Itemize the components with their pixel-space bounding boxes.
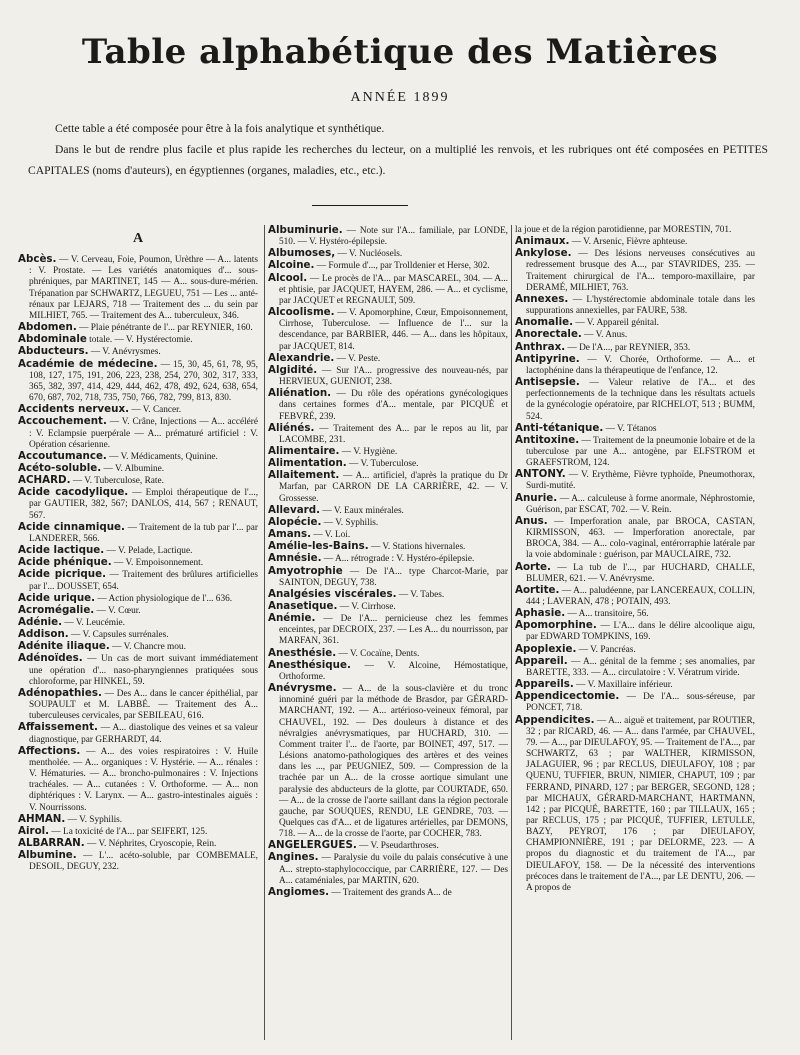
entry-text: — V. Nucléosels. (337, 249, 403, 260)
entry-headword: Acide cinnamique. (18, 520, 125, 533)
entry-headword: Accoutumance. (18, 449, 107, 462)
index-entry (268, 564, 508, 589)
separator-rule (312, 205, 408, 206)
index-entry (18, 686, 258, 722)
entry-headword: Apoplexie. (515, 642, 577, 655)
entry-text: — A... génital de la femme ; ses anomalies, par BARETTE, 333. — A... circulatoire : V. Vératrum viride. (526, 656, 755, 678)
index-entry (268, 387, 508, 422)
index-entry (268, 469, 508, 504)
entry-text: — Traitement de la pneumonie lobaire et de la tuberculose par une A... antogène, par ELFSTROM et GRAEFSTROM, 124. (526, 435, 755, 469)
column-divider (264, 225, 265, 1040)
index-entry (515, 468, 755, 492)
entry-headword: Albuminurie. (268, 225, 343, 236)
entry-text: — Imperforation anale, par BROCA, CASTAN, KIRMISSON, 463. — Imperforation anorectale, par BROCA, 384. — A... colo-vaginal, entérorraphie latérale par la voie abdominale : guérison, par MAUCLAIRE, 732. (526, 516, 755, 561)
entry-text: — Traitement des A... par le repos au lit, par LACOMBE, 231. (279, 423, 508, 445)
index-entry (268, 658, 508, 683)
section-letter: A (132, 231, 144, 246)
entry-text: — V. Loi. (313, 530, 351, 541)
entry-headword: Abdominale (18, 333, 87, 346)
entry-text: — V. Tétanos (605, 423, 657, 434)
entry-text: — Traitement de la tub par l'... par LANDERER, 566. (29, 522, 258, 544)
entry-headword: Apomorphine. (515, 619, 597, 632)
entry-text: — A... diastolique des veines et sa valeur diagnostique, par GERHARDT, 44. (29, 723, 258, 745)
entry-text: — Le procès de l'A... par MASCAREL, 304. — A... et phtisie, par JACQUET, HAYEM, 286. — A... et cyclisme, par JACQUET et REGNAULT, 509. (279, 273, 508, 306)
entry-headword: Angiomes. (268, 885, 330, 898)
entry-headword: Appendicectomie. (515, 690, 620, 703)
entry-headword: ANTONY. (515, 468, 566, 481)
entry-text: — V. Empoisonnement. (114, 558, 204, 569)
entry-headword: Antisepsie. (515, 376, 580, 389)
entry-text: — Action physiologique de l'... 636. (97, 593, 233, 604)
entry-text: — V. Maxillaire inférieur. (576, 680, 673, 691)
entry-text: — V. Syphilis. (323, 517, 379, 528)
entry-text: la joue et de la région parotidienne, par MORESTIN, 701. (515, 225, 732, 235)
entry-headword: Alimentaire. (268, 444, 340, 457)
entry-text: — Valeur relative de l'A... et des perfectionnements de la technique dans les résultats actuels de la gynécologie opératoire, par RICHELOT, 513 ; BUMM, 524. (526, 378, 755, 422)
entry-headword: Allevard. (268, 503, 321, 516)
index-entry (18, 603, 258, 617)
entry-headword: Ankylose. (515, 247, 572, 260)
entry-headword: Aliénés. (268, 421, 315, 434)
index-entry (18, 812, 258, 826)
index-entry (515, 654, 755, 679)
index-entry (515, 292, 755, 317)
entry-headword: Acide cacodylique. (18, 486, 129, 499)
entry-text: — Sur l'A... progressive des nouveau-nés, par HERVIEUX, GUENIOT, 238. (279, 365, 508, 388)
index-entry (515, 583, 755, 608)
entry-text: — V. Capsules surrénales. (71, 630, 169, 641)
entry-headword: Adénite iliaque. (18, 640, 110, 653)
entry-headword: Anasetique. (268, 600, 338, 612)
entry-text: — V. Appareil génital. (575, 318, 659, 329)
entry-headword: Acéto-soluble. (18, 461, 102, 474)
entry-headword: Albumine. (18, 849, 77, 862)
index-entry (268, 851, 508, 886)
entry-text: — L'... acéto-soluble, par COMBEMALE, DESOIL, DEGUY, 232. (29, 851, 258, 873)
entry-headword: Abdomen. (18, 321, 77, 334)
entry-text: — V. Médicaments, Quinine. (109, 451, 218, 462)
index-entry (515, 433, 755, 469)
entry-text: — A... de la sous-clavière et du tronc innominé guéri par la méthode de Brasdor, par GÉRARD-MARCHANT, 192. — A... artérioso-veineux fémoral, par CHAUVEL, 192. — Des douleurs à distance et des névralgies anévrysmatiques, par HUCHARD, 310. — Comment traiter l'... de l'aorte, par BOINET, 497, 517. — Lésions anatomo-pathologiques des artères et des veines dans les ..., par PEUGNIEZ, 509. — Compression de la trachée par un A... de la crosse aortique simulant une paralysie des abducteurs de la glotte, par COURTADE, 650. — A... de la crosse de l'aorte saillant dans la région pectorale gauche, par SOUQUES, RENDU, LE GENDRE, 703. — Quelques cas d'A... et de ligatures artérielles, par DEMONS, 718. — A... de la crosse de l'aorte, par COCHER, 783. (279, 684, 508, 840)
entry-text: — V. Erythème, Fièvre typhoïde, Pneumothorax, Surdi-mutité. (526, 470, 755, 492)
entry-headword: Alexandrie. (268, 351, 335, 364)
entry-headword: Allaitement. (268, 469, 340, 482)
index-entry (268, 682, 508, 840)
entry-headword: Aphasie. (515, 607, 566, 620)
entry-text: — V. Syphilis. (67, 814, 123, 825)
entry-text: — De l'A... pernicieuse chez les femmes enceintes, par DECROIX, 237. — Les A... du nourrisson, par MARFAN, 361. (279, 614, 508, 647)
entry-headword: Alcoine. (268, 259, 315, 272)
entry-headword: Accidents nerveux. (18, 403, 129, 416)
index-entry (268, 363, 508, 388)
entry-headword: Anesthésie. (268, 646, 337, 659)
entry-headword: Alcool. (268, 271, 308, 284)
entry-text: — V. Stations hivernales. (370, 542, 466, 553)
index-column-1 (18, 225, 258, 1045)
entry-text: — Du rôle des opérations gynécologiques dans certaines formes d'A... mentale, par PICQUÉ et FEBVRÉ, 239. (279, 389, 508, 422)
index-entry (268, 259, 508, 272)
entry-text: — V. Cancer. (131, 405, 182, 416)
index-entry (268, 225, 508, 248)
entry-text: — De l'A... sous-séreuse, par PONCET, 718. (526, 692, 755, 714)
index-entry (515, 690, 755, 714)
entry-text: — Emploi thérapeutique de l'..., par GAUTIER, 382, 567; DANLOS, 414, 567 ; RENAUT, 567. (29, 488, 258, 521)
entry-text: — A... paludéenne, par LANCEREAUX, COLLIN, 444 ; LAVERAN, 478 ; POTAIN, 493. (526, 585, 755, 607)
column-divider (511, 225, 512, 1040)
entry-headword: Angines. (268, 851, 319, 864)
index-column-2 (268, 225, 508, 1045)
entry-text: — V. Cerveau, Foie, Poumon, Urèthre — A... latents : V. Prostate. — Les variétés anatomiques d'... sous-phréniques, par MARTINET, 145 — A... sous-dure-mérien. Trépanation par SCHWARTZ, LEGUEU, 751 — Les ... anté-rénaux par LEJARS, 718 — Traitement des ... du sein par MILHIET, 765. — Traitement des A... tuberculeux, 346. (29, 255, 258, 321)
entry-headword: Anémie. (268, 612, 316, 625)
entry-text: — V. Crâne, Injections — A... accéléré : V. Eclampsie puerpérale — A... prématuré artificiel : V. Opération césarienne. (29, 417, 258, 450)
entry-headword: Affaissement. (18, 721, 98, 734)
entry-headword: Aliénation. (268, 387, 332, 400)
entry-headword: Adénoïdes. (18, 652, 83, 665)
entry-text: — Des A... dans le cancer épithélial, par SOUPAULT et M. LABBÉ. — Traitement des A... tuberculeuses cervicales, par SEBILEAU, 616. (29, 688, 258, 722)
entry-text: — V. Anévrysmes. (90, 347, 161, 358)
entry-text: — V. Tabes. (398, 589, 445, 600)
entry-headword: Animaux. (515, 235, 570, 248)
entry-text: — De l'A... type Charcot-Marie, par SAINTON, DEGUY, 738. (279, 566, 508, 588)
index-entry (515, 352, 755, 377)
entry-text: — V. Chorée, Orthoforme. — A... et lactophénine dans la thérapeutique de l'enfance, 12. (526, 354, 755, 376)
entry-headword: Appareil. (515, 654, 568, 667)
entry-headword: Acide phénique. (18, 556, 112, 569)
entry-headword: ACHARD. (18, 474, 71, 487)
entry-text: — V. Arsenic, Fièvre aphteuse. (571, 237, 688, 248)
entry-text: — Traitement des grands A... de (331, 887, 452, 898)
entry-text: — V. Tuberculose, Rate. (72, 476, 164, 487)
entry-text: — Paralysie du voile du palais consécutive à une A... strepto-staphylococcique, par CARRIÈRE, 127. — Des A... cataméniales, par MARTIN, 620. (279, 853, 508, 886)
entry-headword: Anthrax. (515, 340, 566, 353)
entry-headword: Analgésies viscérales. (268, 587, 397, 600)
entry-headword: Alopécie. (268, 515, 322, 528)
index-entry (515, 713, 755, 895)
entry-text: — La tub de l'..., par HUCHARD, CHALLE, BLUMER, 621. — V. Anévrysme. (526, 562, 755, 584)
entry-text: — 15, 30, 45, 61, 78, 95, 108, 127, 175, 191, 206, 223, 238, 254, 270, 302, 317, 333, 365, 382, 397, 414, 429, 444, 462, 478, 492, 624, 638, 654, 670, 687, 702, 718, 735, 750, 766, 782, 799, 813, 830. (29, 359, 258, 404)
entry-headword: Antitoxine. (515, 433, 580, 446)
index-column-3 (515, 225, 755, 1045)
index-entry (18, 849, 258, 873)
entry-headword: Anesthésique. (268, 658, 351, 671)
entry-text: — V. Albumine. (103, 463, 165, 474)
entry-text: — V. Pelade, Lactique. (106, 546, 193, 557)
index-entry (18, 357, 258, 405)
entry-headword: AHMAN. (18, 812, 66, 825)
index-entry (515, 376, 755, 423)
entry-text: — V. Peste. (336, 353, 381, 364)
entry-text: — V. Pancréas. (578, 644, 636, 655)
entry-headword: Amans. (268, 528, 312, 541)
entry-text: — V. Leucémie. (64, 618, 126, 628)
entry-headword: Accouchement. (18, 415, 107, 428)
entry-text: — Un cas de mort suivant immédiatement une opération d'... naso-pharyngiennes pratiquées sous chloroforme, par HINKEL, 59. (29, 654, 258, 687)
index-entry (18, 568, 258, 592)
entry-text: — Traitement des brûlures artificielles par l'... DOUSSET, 654. (29, 570, 258, 592)
entry-headword: Amyotrophie (268, 564, 343, 577)
entry-headword: Anurie. (515, 491, 558, 504)
entry-text: — V. Tuberculose. (349, 459, 419, 470)
entry-headword: Anomalie. (515, 316, 574, 329)
entry-text: — La toxicité de l'A... par SEIFERT, 125. (51, 826, 208, 837)
entry-headword: Abcès. (18, 253, 57, 266)
entry-headword: Anus. (515, 514, 548, 527)
index-entry (268, 612, 508, 647)
entry-headword: Anorectale. (515, 328, 582, 341)
entry-text: — V. Anus. (584, 330, 628, 341)
entry-text: — A... calculeuse à forme anormale, Néphrostomie, Guérison, par ESCAT, 702. — V. Rein. (526, 493, 755, 515)
entry-text: — V. Cirrhose. (339, 602, 396, 612)
entry-headword: Antipyrine. (515, 352, 580, 365)
index-entry (268, 515, 508, 529)
entry-headword: Anti-tétanique. (515, 421, 604, 434)
entry-text: — Plaie pénétrante de l'... par REYNIER, 160. (79, 323, 253, 334)
index-entry (18, 652, 258, 687)
entry-headword: ALBARRAN. (18, 836, 85, 849)
entry-text: — L'A... dans le délire alcoolique aigu, par EDWARD TOMPKINS, 169. (526, 621, 755, 643)
entry-headword: Académie de médecine. (18, 357, 158, 370)
index-entry (515, 619, 755, 643)
entry-headword: Algidité. (268, 363, 318, 376)
entry-headword: Adénie. (18, 616, 63, 628)
index-entry (18, 520, 258, 545)
entry-text: — V. Chancre mou. (112, 642, 186, 653)
index-entry (268, 421, 508, 446)
entry-text: — V. Eaux minérales. (322, 505, 404, 516)
entry-headword: Alimentation. (268, 457, 347, 470)
entry-headword: Adénopathies. (18, 686, 102, 699)
entry-headword: Airol. (18, 824, 50, 837)
entry-headword: Acide lactique. (18, 544, 105, 557)
entry-headword: Addison. (18, 628, 69, 641)
index-entry (268, 885, 508, 899)
page-title: Table alphabétique des Matières (81, 32, 719, 72)
entry-text: — De l'A..., par REYNIER, 353. (567, 342, 691, 353)
year-heading: ANNÉE 1899 (350, 90, 450, 105)
entry-headword: Annexes. (515, 292, 569, 305)
entry-headword: Aortite. (515, 583, 560, 596)
entry-headword: Aorte. (515, 560, 551, 573)
entry-text: — A... aiguë et traitement, par ROUTIER, 32 ; par RICARD, 46. — A... dans l'armée, par CHAUVEL, 79. — A..., par DIEULAFOY, 95. — Traitement de l'A..., par SCHWARTZ, 63 ; par WALTHER, KIRMISSON, JALAGUIER, 96 ; par RECLUS, DIEULAFOY, 108 ; par QUENU, TUFFIER, BRUN, NIMIER, CHAPUT, 109 ; par FERRAND, PINARD, 127 ; par BERGER, SEGOND, 128 ; par MICHAUX, GÉRARD-MARCHANT, HARTMANN, 142 ; par PICQUÉ, BARETTE, 160 ; par TILLAUX, 165 ; par RECLUS, 175 ; par PICQUÉ, TUFFIER, LETULLE, BAZY, PEYROT, 176 ; par DIEULAFOY, CHAMPIONNIÈRE, 191 ; par DELORME, 223. — A propos du diagnostic et du traitement de l'A..., par DIEULAFOY, 158. — De la nécessité des interventions précoces dans le traitement de l'A..., par LE DENTU, 206. — A propos de (526, 715, 755, 893)
entry-text: — A... rétrograde : V. Hystéro-épilepsie. (323, 554, 475, 565)
index-entry (18, 744, 258, 814)
intro-paragraph-1: Cette table a été composée pour être à la fois analytique et synthétique. (55, 122, 385, 135)
entry-text: — A... artificiel, d'après la pratique du Dr Marfan, par CARRON DE LA CARRIÈRE, 42. — V. Grossesse. (279, 471, 508, 504)
entry-headword: Affections. (18, 744, 81, 757)
entry-headword: ANGELERGUES. (268, 839, 357, 852)
entry-text: — Note sur l'A... familiale, par LONDE, 510. — V. Hystéro-épilepsie. (279, 226, 508, 248)
entry-headword: Albumoses, (268, 247, 336, 260)
entry-headword: Appendicites. (515, 713, 595, 726)
entry-text: — V. Apomorphine, Cœur, Empoisonnement, Cirrhose, Tuberculose. — Influence de l'... sur la descendance, par BARBIER, 446. — A... dans les hôpitaux, par JACQUET, 814. (279, 308, 508, 352)
index-entry (268, 271, 508, 307)
entry-text: — V. Cœur. (96, 605, 141, 616)
entry-text: — V. Pseudarthroses. (359, 841, 439, 852)
index-entry (18, 253, 258, 322)
entry-headword: Amélie-les-Bains. (268, 540, 369, 553)
entry-headword: Appareils. (515, 678, 574, 691)
entry-headword: Amnésie. (268, 552, 322, 565)
entry-headword: Anévrysme. (268, 682, 337, 695)
entry-text: — A... transitoire, 56. (567, 609, 649, 620)
entry-text: — Formule d'..., par Trolldenier et Herse, 302. (316, 261, 490, 272)
entry-text: — V. Alcoine, Hémostatique, Orthoforme. (279, 660, 508, 682)
entry-headword: Acide picrique. (18, 568, 106, 581)
index-entry (515, 514, 755, 562)
entry-text: — V. Hygiène. (341, 446, 398, 457)
entry-headword: Acide urique. (18, 591, 96, 604)
entry-headword: Abducteurs. (18, 345, 89, 358)
entry-text: totale. — V. Hystérectomie. (89, 335, 193, 346)
entry-headword: Alcoolisme. (268, 306, 335, 319)
entry-text: — A... des voies respiratoires : V. Huile mentholée. — A... organiques : V. Hystérie. — A... rénales : V. Hématuries. — A... broncho-pulmonaires : V. Injections trachéales. — A... cutanées : V. Orthoforme. — A... non diphtériques : V. Larynx. — A... gastro-intestinales aiguës : V. Nourrissons. (29, 746, 258, 813)
entry-text: — V. Cocaïne, Dents. (338, 648, 420, 659)
index-entry (515, 247, 755, 294)
index-entry (268, 306, 508, 353)
index-entry (18, 415, 258, 450)
index-entry (515, 491, 755, 516)
index-entry (515, 560, 755, 585)
entry-text: — Des lésions nerveuses consécutives au redressement brusque des A..., par STAVRIDES, 235. — Traitement chirurgical de l'A... temporo-maxillaire, par DERAMÉ, MILHIET, 763. (526, 249, 755, 293)
index-entry (18, 486, 258, 521)
index-entry (18, 721, 258, 745)
entry-text: — L'hystérectomie abdominale totale dans les suppurations annexielles, par FAURE, 538. (526, 294, 755, 317)
entry-headword: Acromégalie. (18, 603, 95, 616)
intro-paragraph-2: Dans le but de rendre plus facile et plus rapide les recherches du lecteur, on a multiplié les renvois, et les rubriques ont été composées en PETITES CAPITALES (noms d'auteurs), en égyptiennes (organes, maladies, etc., etc.). (28, 143, 768, 177)
entry-text: — V. Néphrites, Cryoscopie, Rein. (87, 838, 217, 849)
